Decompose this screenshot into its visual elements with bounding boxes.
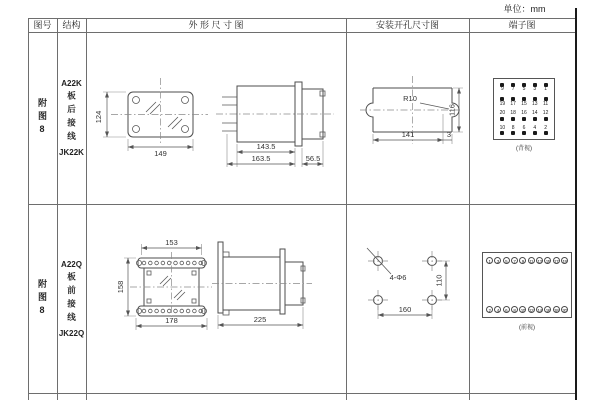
side-view	[212, 242, 312, 315]
terminal-pin: 16	[519, 111, 530, 121]
terminal-pin: 6	[519, 126, 530, 136]
terminal-screw: 12	[529, 308, 534, 313]
dim-depth-225: 225	[253, 315, 267, 324]
terminal-pin: 2	[540, 126, 551, 136]
terminal-dot-icon	[511, 131, 515, 135]
terminal-screw: 15	[545, 259, 550, 264]
terminal-pin: 3	[529, 82, 540, 92]
terminal-row-top	[483, 257, 571, 264]
terminal-pin: 1	[540, 82, 551, 92]
model-code-jk22k: JK22K	[59, 148, 84, 157]
dim-width-141: 141	[401, 130, 415, 139]
terminal-screw: 10	[520, 308, 525, 313]
terminal-pin: 17	[508, 97, 519, 107]
terminal-pin: 11	[540, 97, 551, 107]
terminal-dot-icon	[533, 131, 537, 135]
model-code-a22q: A22Q	[61, 259, 82, 269]
terminal-screw: 6	[503, 306, 510, 313]
terminal-pin: 9	[497, 82, 508, 92]
terminal-row	[497, 111, 551, 121]
mounting-holes-drawing	[346, 204, 469, 393]
terminal-pin: 7	[508, 82, 519, 92]
terminal-screw: 20	[562, 308, 567, 313]
terminal-pin: 20	[497, 111, 508, 121]
front-view-dims	[94, 92, 193, 158]
terminal-screw: 1	[486, 257, 493, 264]
terminal-dot-icon	[522, 117, 526, 121]
terminal-screw: 5	[503, 257, 510, 264]
mounting-type-label: 板后接线	[66, 91, 77, 145]
dim-width-149: 149	[154, 149, 167, 158]
view-label-front: (前视)	[519, 325, 535, 331]
terminal-pin: 10	[497, 126, 508, 136]
dim-height-110: 110	[434, 274, 444, 287]
terminal-screw: 14	[537, 308, 542, 313]
header-structure: 结构	[62, 20, 81, 30]
mounting-cutout-drawing	[346, 32, 469, 204]
model-code-jk22q: JK22Q	[58, 328, 85, 338]
mounting-type-label: 板前接线	[66, 271, 77, 326]
terminal-screw: 16	[545, 308, 550, 313]
table-border	[28, 393, 577, 394]
cutout-dims	[373, 88, 463, 144]
figure-no-row2: 附图8	[37, 278, 47, 319]
terminal-pin: 13	[529, 97, 540, 107]
table-border	[469, 18, 470, 400]
front-view	[111, 78, 208, 144]
dim-height-124: 124	[94, 110, 103, 124]
terminal-pin: 12	[540, 111, 551, 121]
dim-edge-3: 3	[446, 130, 452, 139]
header-mounting-dims: 安装开孔尺寸图	[375, 20, 439, 30]
structure-row2	[57, 204, 86, 393]
dim-body-len-143-5: 143.5	[256, 142, 276, 151]
dim-radius-r10: R10	[403, 94, 417, 103]
terminal-row	[497, 97, 551, 107]
terminal-screw: 7	[511, 257, 518, 264]
terminal-screw: 19	[562, 259, 567, 264]
terminal-dot-icon	[533, 117, 537, 121]
terminal-dot-icon	[544, 131, 548, 135]
terminal-dot-icon	[500, 131, 504, 135]
outline-drawing-a22k	[86, 32, 346, 204]
terminal-screw: 8	[511, 306, 518, 313]
terminal-pin: 5	[519, 82, 530, 92]
front-view	[130, 252, 212, 322]
dim-height-158: 158	[116, 280, 125, 294]
terminal-row-bottom	[483, 306, 571, 313]
side-view	[216, 82, 334, 146]
view-label-rear: (背视)	[516, 146, 532, 152]
outline-drawing-a22q	[86, 204, 346, 393]
dim-top-width-153: 153	[165, 238, 178, 247]
terminal-dot-icon	[511, 117, 515, 121]
terminal-pin: 15	[519, 97, 530, 107]
terminal-pin: 8	[508, 126, 519, 136]
dim-total-len-163-5: 163.5	[251, 154, 271, 163]
terminal-row	[497, 82, 551, 92]
dim-rear-len-56-5: 56.5	[305, 154, 321, 163]
terminal-dot-icon	[500, 117, 504, 121]
dim-height-116: 116	[447, 104, 457, 116]
terminal-screw: 11	[529, 259, 534, 264]
terminal-dot-icon	[522, 131, 526, 135]
header-terminal-diagram: 端子图	[508, 20, 536, 30]
terminal-pin: 4	[529, 126, 540, 136]
holes-dims	[378, 261, 450, 319]
terminal-screw: 18	[554, 308, 559, 313]
structure-row1	[57, 32, 86, 204]
terminal-diagram-front	[482, 252, 572, 318]
terminal-screw: 17	[554, 259, 559, 264]
figure-no-row1: 附图8	[37, 98, 47, 138]
unit-label: 单位：mm	[503, 4, 546, 14]
terminal-screw: 2	[486, 306, 493, 313]
terminal-pin: 14	[529, 111, 540, 121]
terminal-dot-icon	[544, 117, 548, 121]
terminal-diagram-rear	[493, 78, 555, 140]
header-figure-no: 图号	[33, 20, 52, 30]
dim-holes-4-d6: 4-Φ6	[389, 273, 407, 282]
header-outline-dims: 外 形 尺 寸 图	[188, 20, 244, 30]
terminal-pin: 19	[497, 97, 508, 107]
terminal-pin: 18	[508, 111, 519, 121]
dim-bottom-width-178: 178	[165, 316, 178, 325]
terminal-screw: 9	[519, 257, 526, 264]
model-code-a22k: A22K	[61, 79, 82, 88]
terminal-row	[497, 126, 551, 136]
table-border-right	[575, 8, 577, 400]
terminal-screw: 4	[494, 306, 501, 313]
dim-width-160: 160	[398, 305, 412, 314]
terminal-screw: 13	[537, 259, 542, 264]
terminal-screw: 3	[494, 257, 501, 264]
